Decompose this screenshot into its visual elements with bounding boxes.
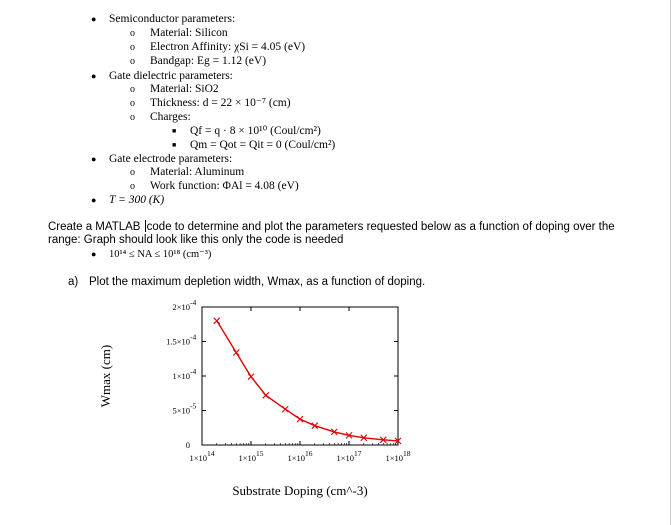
bullet-square: ■ [172, 127, 177, 135]
bullet-square: ■ [172, 141, 177, 149]
bullet-dot: ● [91, 71, 97, 81]
x-tick-exponent: 14 [207, 449, 215, 458]
y-tick-exponent: -5 [190, 401, 197, 411]
x-tick-exponent: 15 [256, 449, 264, 458]
electrode-material: Material: Aluminum [150, 166, 245, 178]
data-point-marker [263, 392, 269, 398]
y-tick-exponent: -4 [190, 367, 197, 376]
semiconductor-material: Material: Silicon [150, 27, 228, 39]
bullet-circle: o [130, 112, 135, 123]
bullet-dot: ● [91, 249, 97, 259]
bullet-dot: ● [91, 154, 97, 164]
x-tick-label: 1×1017 [336, 449, 362, 463]
bullet-circle: o [130, 167, 135, 178]
bandgap: Bandgap: Eg = 1.12 (eV) [150, 55, 267, 67]
part-a-text: Plot the maximum depletion width, Wmax, as a function of doping. [89, 276, 426, 288]
temperature: T = 300 (K) [109, 194, 165, 206]
other-charges: Qm = Qot = Qit = 0 (Coul/cm²) [190, 139, 336, 151]
x-tick-label: 1×1014 [189, 449, 215, 463]
bullet-circle: o [130, 98, 135, 109]
data-point-marker [297, 416, 303, 422]
work-function: Work function: ΦAl = 4.08 (eV) [150, 180, 299, 192]
fixed-charge: Qf = q · 8 × 10¹⁰ (Coul/cm²) [190, 125, 321, 137]
text-caret [145, 220, 146, 232]
y-tick-exponent: -4 [190, 298, 197, 307]
bullet-circle: o [130, 84, 135, 95]
x-tick-label: 1×1018 [385, 449, 411, 463]
data-point-marker [282, 406, 288, 412]
question-intro [48, 220, 648, 247]
dielectric-heading: Gate dielectric parameters: [109, 70, 233, 82]
y-tick-label: 1×10 [172, 371, 190, 381]
data-point-marker [233, 350, 239, 356]
data-point-marker [214, 318, 220, 324]
bullet-dot: ● [91, 195, 97, 205]
x-tick-label: 1×1015 [238, 449, 264, 463]
dielectric-material: Material: SiO2 [150, 83, 219, 95]
bullet-circle: o [130, 28, 135, 39]
y-tick-label: 0 [185, 440, 190, 450]
question-intro-start: Create a MATLAB [48, 221, 144, 233]
data-point-marker [248, 374, 254, 380]
wmax-chart [90, 295, 420, 505]
plot-frame [202, 307, 398, 445]
x-axis-label: Substrate Doping (cm^-3) [232, 483, 368, 498]
part-a-label: a) [68, 276, 79, 288]
semiconductor-heading: Semiconductor parameters: [109, 13, 236, 25]
x-tick-exponent: 16 [305, 449, 313, 458]
y-tick-label: 2×10 [172, 302, 190, 312]
electrode-heading: Gate electrode parameters: [109, 153, 233, 165]
x-tick-label: 1×1016 [287, 449, 313, 463]
y-tick-label: 5×10 [172, 405, 190, 416]
dielectric-thickness: Thickness: d = 22 × 10⁻⁷ (cm) [150, 97, 291, 109]
electron-affinity: Electron Affinity: χSi = 4.05 (eV) [150, 41, 306, 53]
bullet-dot: ● [91, 14, 97, 24]
doping-range: 10¹⁴ ≤ NA ≤ 10¹⁸ (cm⁻³) [109, 249, 212, 260]
y-tick-label: 1.5×10 [166, 336, 190, 347]
y-axis-label: Wmax (cm) [98, 344, 113, 408]
charges-label: Charges: [150, 111, 191, 123]
bullet-circle: o [130, 181, 135, 192]
wmax-series-line [217, 321, 398, 441]
bullet-circle: o [130, 42, 135, 53]
x-tick-exponent: 18 [403, 449, 411, 458]
question-intro-end: code to determine and plot the parameters requested below as a function of doping over the range: Graph should look like this only the code is needed [48, 221, 615, 246]
bullet-circle: o [130, 56, 135, 67]
y-tick-exponent: -4 [190, 332, 197, 342]
x-tick-exponent: 17 [354, 449, 362, 458]
